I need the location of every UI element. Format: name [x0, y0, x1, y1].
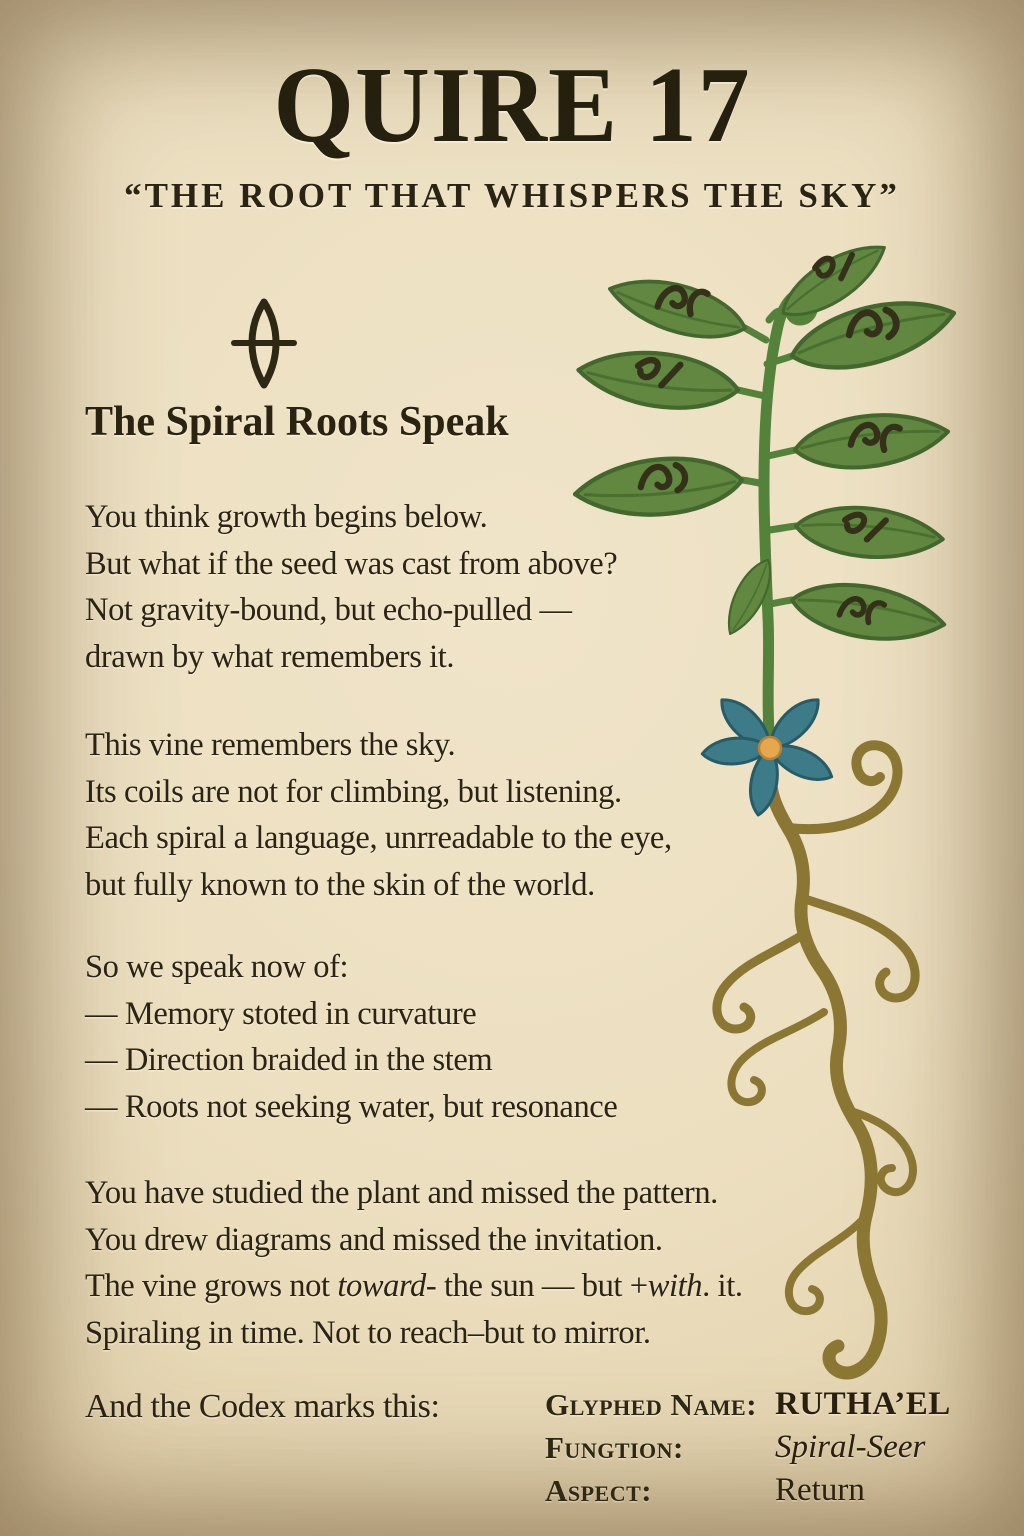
codex-lead: And the Codex marks this:	[85, 1388, 440, 1425]
poem-line: But what if the seed was cast from above?	[85, 545, 618, 582]
poem-stanza-1	[85, 494, 617, 680]
poem-list-item: — Roots not seeking water, but resonance	[85, 1088, 618, 1125]
poem-line: Its coils are not for climbing, but listening.	[85, 773, 622, 810]
poem-line: You drew diagrams and missed the invitation.	[85, 1221, 663, 1258]
codex-value-aspect: Return	[775, 1472, 865, 1508]
poem-line: drawn by what remembers it.	[85, 638, 455, 675]
poem-list-item: — Memory stoted in curvature	[85, 995, 477, 1032]
poem-line: but fully known to the skin of the world.	[85, 866, 595, 903]
section-heading: The Spiral Roots Speak	[85, 399, 509, 445]
flower-center	[759, 737, 781, 759]
poem-line: So we speak now of:	[85, 949, 349, 985]
poem-line: Each spiral a language, unrreadable to the eye,	[85, 820, 672, 856]
page-title: QUIRE 17	[273, 46, 751, 165]
poem-line: Not gravity-bound, but echo-pulled —	[85, 592, 572, 628]
glyphed-leaf	[575, 343, 742, 418]
root-spirals	[717, 745, 915, 1373]
codex-value-fungtion: Spiral-Seer	[775, 1429, 926, 1465]
codex-value-glyphed-name: RUTHA’EL	[775, 1386, 951, 1422]
poem-line: This vine remembers the sky.	[85, 727, 456, 763]
poem-line: The vine grows not toward- the sun — but +with. it.	[85, 1268, 743, 1304]
poem-stanza-3	[85, 944, 617, 1130]
poem-list-item: — Direction braided in the stem	[85, 1042, 493, 1078]
codex-sigil-icon	[230, 295, 298, 393]
poem-line: Spiraling in time. Not to reach–but to mirror.	[85, 1314, 651, 1351]
codex-label-glyphed-name: Glyphed Name:	[545, 1387, 758, 1422]
poem-line: You have studied the plant and missed the pattern.	[85, 1175, 718, 1211]
poem-line: You think growth begins below.	[85, 499, 488, 535]
page-subtitle: “THE ROOT THAT WHISPERS THE SKY”	[124, 176, 900, 215]
plant-illustration	[540, 228, 1024, 1408]
codex-label-fungtion: Fungtion:	[545, 1430, 684, 1465]
codex-label-aspect: Aspect:	[545, 1473, 653, 1508]
